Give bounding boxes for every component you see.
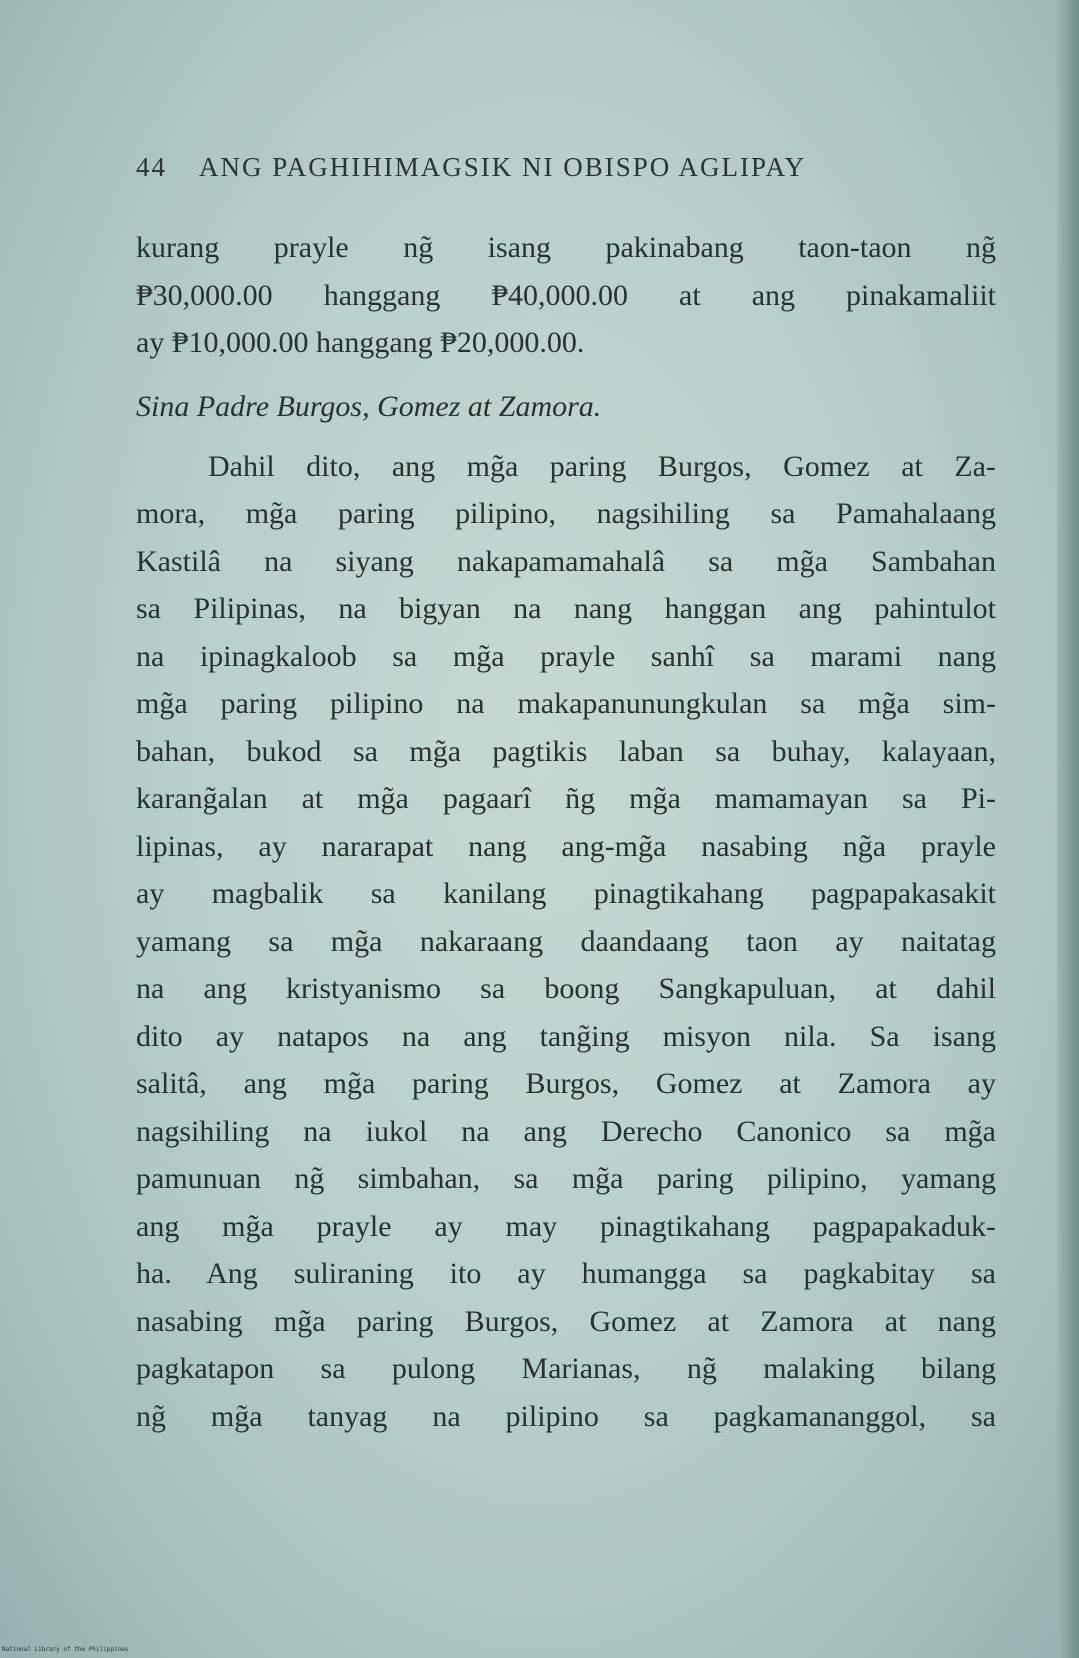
paragraph-line: mg̃a paring pilipino na makapanunungkulan sa mg̃a sim- (136, 687, 996, 720)
paragraph-line: Dahil dito, ang mg̃a paring Burgos, Gomez at Za- (208, 449, 996, 483)
paragraph-line: lipinas, ay nararapat nang ang-mg̃a nasabing ng̃a prayle (136, 829, 996, 863)
paragraph-line: salitâ, ang mg̃a paring Burgos, Gomez at Zamora ay (136, 1067, 996, 1100)
body-text (136, 224, 996, 1440)
paragraph-line: pamunuan ng̃ simbahan, sa mg̃a paring pilipino, yamang (136, 1162, 996, 1195)
paragraph-line: nasabing mg̃a paring Burgos, Gomez at Zamora at nang (136, 1304, 996, 1338)
paragraph-line: ha. Ang suliraning ito ay humangga sa pagkabitay sa (136, 1257, 996, 1290)
paragraph-line: nagsihiling na iukol na ang Derecho Canonico sa mg̃a (136, 1114, 996, 1148)
paragraph-line: Kastilâ na siyang nakapamamahalâ sa mg̃a Sambahan (136, 544, 996, 578)
paragraph-line: yamang sa mg̃a nakaraang daandaang taon ay naitatag (136, 924, 996, 958)
paragraph-line: bahan, bukod sa mg̃a pagtikis laban sa buhay, kalayaan, (136, 734, 996, 768)
paragraph-line: na ipinagkaloob sa mg̃a prayle sanhî sa marami nang (136, 639, 996, 673)
library-credit: National Library of the Philippines (2, 1646, 129, 1653)
paragraph-line: mora, mg̃a paring pilipino, nagsihiling sa Pamahalaang (136, 497, 996, 530)
page-spine-shadow (1057, 0, 1079, 1658)
paragraph-line: ay magbalik sa kanilang pinagtikahang pagpapakasakit (136, 877, 996, 910)
paragraph-line: sa Pilipinas, na bigyan na nang hanggan ang pahintulot (136, 592, 996, 625)
paragraph-line: na ang kristyanismo sa boong Sangkapuluan, at dahil (136, 972, 996, 1005)
running-head (136, 152, 936, 183)
paragraph-line: ang mg̃a prayle ay may pinagtikahang pagpapakaduk- (136, 1209, 996, 1243)
text-line: ay ₱10,000.00 hanggang ₱20,000.00. (136, 326, 585, 359)
paragraph-line: dito ay natapos na ang tang̃ing misyon nila. Sa isang (136, 1019, 996, 1053)
paragraph-line: karang̃alan at mg̃a pagaarî ñg mg̃a mamamayan sa Pi- (136, 782, 996, 815)
book-title: ANG PAGHIHIMAGSIK NI OBISPO AGLIPAY (199, 152, 807, 182)
section-subheading: Sina Padre Burgos, Gomez at Zamora. (136, 389, 602, 423)
text-line: kurang prayle ng̃ isang pakinabang taon-taon ng̃ (136, 231, 996, 264)
paragraph-line: pagkatapon sa pulong Marianas, ng̃ malaking bilang (136, 1352, 996, 1385)
page-number: 44 (136, 152, 167, 182)
paragraph-line: ng̃ mg̃a tanyag na pilipino sa pagkamananggol, sa (136, 1399, 996, 1433)
text-line: ₱30,000.00 hanggang ₱40,000.00 at ang pinakamaliit (136, 278, 996, 312)
